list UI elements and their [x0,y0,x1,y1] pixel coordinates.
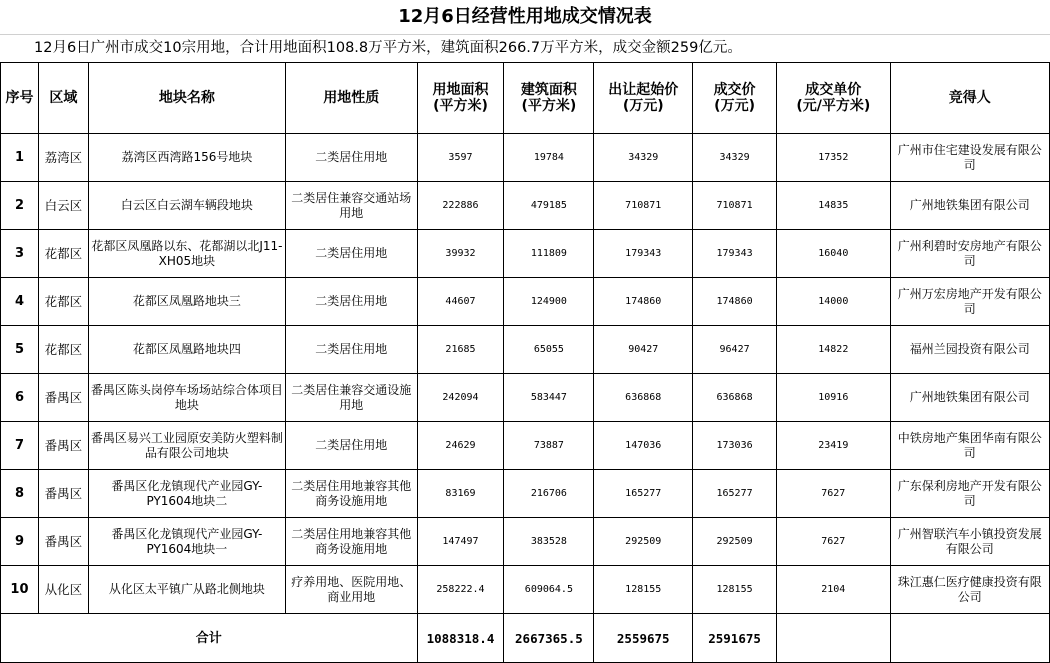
region-cell: 花都区 [38,326,88,374]
table-row [1,230,1050,278]
winner-cell: 广州万宏房地产开发有限公司 [890,278,1049,326]
table-row [1,326,1050,374]
land-use-cell: 二类居住用地兼容其他商务设施用地 [286,518,417,566]
land-use-cell: 二类居住用地 [286,134,417,182]
land-area-cell: 83169 [417,470,504,518]
land-area-cell: 39932 [417,230,504,278]
parcel-name-cell: 番禺区化龙镇现代产业园GY-PY1604地块二 [88,470,285,518]
land-use-cell: 疗养用地、医院用地、商业用地 [286,566,417,614]
deal-price-cell: 710871 [693,182,777,230]
starting-price-cell: 636868 [594,374,693,422]
column-header: 建筑面积 (平方米) [504,63,594,134]
unit-price-cell: 14822 [777,326,891,374]
transaction-table [0,62,1050,663]
total-unit-price-cell [777,614,891,663]
land-use-cell: 二类居住用地 [286,230,417,278]
land-use-cell: 二类居住用地 [286,278,417,326]
starting-price-cell: 292509 [594,518,693,566]
region-cell: 番禺区 [38,518,88,566]
deal-price-cell: 165277 [693,470,777,518]
starting-price-cell: 165277 [594,470,693,518]
parcel-name-cell: 花都区凤凰路地块四 [88,326,285,374]
starting-price-cell: 128155 [594,566,693,614]
table-row [1,566,1050,614]
building-area-cell: 65055 [504,326,594,374]
column-header: 用地性质 [286,63,417,134]
region-cell: 花都区 [38,230,88,278]
deal-price-cell: 174860 [693,278,777,326]
row-number: 1 [1,134,39,182]
column-header: 成交单价 (元/平方米) [777,63,891,134]
land-area-cell: 3597 [417,134,504,182]
deal-price-cell: 173036 [693,422,777,470]
parcel-name-cell: 番禺区易兴工业园原安美防火塑料制品有限公司地块 [88,422,285,470]
deal-price-cell: 34329 [693,134,777,182]
starting-price-cell: 147036 [594,422,693,470]
parcel-name-cell: 番禺区化龙镇现代产业园GY-PY1604地块一 [88,518,285,566]
column-header: 竞得人 [890,63,1049,134]
total-start-price-cell: 2559675 [594,614,693,663]
parcel-name-cell: 番禺区陈头岗停车场场站综合体项目地块 [88,374,285,422]
winner-cell: 广州地铁集团有限公司 [890,374,1049,422]
unit-price-cell: 17352 [777,134,891,182]
row-number: 3 [1,230,39,278]
winner-cell: 珠江惠仁医疗健康投资有限公司 [890,566,1049,614]
land-area-cell: 258222.4 [417,566,504,614]
region-cell: 花都区 [38,278,88,326]
building-area-cell: 216706 [504,470,594,518]
unit-price-cell: 7627 [777,518,891,566]
winner-cell: 福州兰园投资有限公司 [890,326,1049,374]
summary-line: 12月6日广州市成交10宗用地，合计用地面积108.8万平方米，建筑面积266.7万平方米，成交金额259亿元。 [34,40,742,56]
unit-price-cell: 16040 [777,230,891,278]
column-header: 成交价 (万元) [693,63,777,134]
parcel-name-cell: 从化区太平镇广从路北侧地块 [88,566,285,614]
table-row [1,182,1050,230]
winner-cell: 广州市住宅建设发展有限公司 [890,134,1049,182]
header-row [1,63,1050,134]
column-header: 出让起始价 (万元) [594,63,693,134]
table-row [1,422,1050,470]
deal-price-cell: 636868 [693,374,777,422]
region-cell: 荔湾区 [38,134,88,182]
row-number: 9 [1,518,39,566]
land-use-cell: 二类居住兼容交通站场用地 [286,182,417,230]
parcel-name-cell: 白云区白云湖车辆段地块 [88,182,285,230]
total-row [1,614,1050,663]
building-area-cell: 111809 [504,230,594,278]
region-cell: 从化区 [38,566,88,614]
total-build-area-cell: 2667365.5 [504,614,594,663]
unit-price-cell: 14000 [777,278,891,326]
land-area-cell: 24629 [417,422,504,470]
winner-cell: 广东保利房地产开发有限公司 [890,470,1049,518]
parcel-name-cell: 花都区凤凰路地块三 [88,278,285,326]
sheet-title: 12月6日经营性用地成交情况表 [0,0,1050,35]
total-land-area-cell: 1088318.4 [417,614,504,663]
land-area-cell: 222886 [417,182,504,230]
parcel-name-cell: 花都区凤凰路以东、花都湖以北J11-XH05地块 [88,230,285,278]
winner-cell: 中铁房地产集团华南有限公司 [890,422,1049,470]
land-use-cell: 二类居住用地兼容其他商务设施用地 [286,470,417,518]
table-row [1,374,1050,422]
region-cell: 番禺区 [38,470,88,518]
unit-price-cell: 7627 [777,470,891,518]
table-row [1,470,1050,518]
unit-price-cell: 10916 [777,374,891,422]
starting-price-cell: 90427 [594,326,693,374]
building-area-cell: 383528 [504,518,594,566]
deal-price-cell: 96427 [693,326,777,374]
region-cell: 白云区 [38,182,88,230]
winner-cell: 广州智联汽车小镇投资发展有限公司 [890,518,1049,566]
column-header: 序号 [1,63,39,134]
winner-cell: 广州地铁集团有限公司 [890,182,1049,230]
unit-price-cell: 23419 [777,422,891,470]
building-area-cell: 124900 [504,278,594,326]
row-number: 5 [1,326,39,374]
building-area-cell: 583447 [504,374,594,422]
row-number: 8 [1,470,39,518]
row-number: 4 [1,278,39,326]
starting-price-cell: 34329 [594,134,693,182]
table-row [1,518,1050,566]
row-number: 7 [1,422,39,470]
unit-price-cell: 2104 [777,566,891,614]
row-number: 10 [1,566,39,614]
deal-price-cell: 179343 [693,230,777,278]
land-area-cell: 21685 [417,326,504,374]
land-use-cell: 二类居住用地 [286,422,417,470]
total-deal-price-cell: 2591675 [693,614,777,663]
starting-price-cell: 174860 [594,278,693,326]
parcel-name-cell: 荔湾区西湾路156号地块 [88,134,285,182]
land-area-cell: 242094 [417,374,504,422]
row-number: 6 [1,374,39,422]
building-area-cell: 73887 [504,422,594,470]
building-area-cell: 479185 [504,182,594,230]
table-row [1,134,1050,182]
land-area-cell: 147497 [417,518,504,566]
building-area-cell: 19784 [504,134,594,182]
starting-price-cell: 179343 [594,230,693,278]
table-row [1,278,1050,326]
land-area-cell: 44607 [417,278,504,326]
column-header: 区域 [38,63,88,134]
row-number: 2 [1,182,39,230]
land-use-cell: 二类居住用地 [286,326,417,374]
column-header: 地块名称 [88,63,285,134]
winner-cell: 广州利碧时安房地产有限公司 [890,230,1049,278]
deal-price-cell: 292509 [693,518,777,566]
column-header: 用地面积 (平方米) [417,63,504,134]
land-use-cell: 二类居住兼容交通设施用地 [286,374,417,422]
starting-price-cell: 710871 [594,182,693,230]
deal-price-cell: 128155 [693,566,777,614]
region-cell: 番禺区 [38,374,88,422]
total-winner-cell [890,614,1049,663]
building-area-cell: 609064.5 [504,566,594,614]
total-label: 合计 [1,614,418,663]
region-cell: 番禺区 [38,422,88,470]
unit-price-cell: 14835 [777,182,891,230]
